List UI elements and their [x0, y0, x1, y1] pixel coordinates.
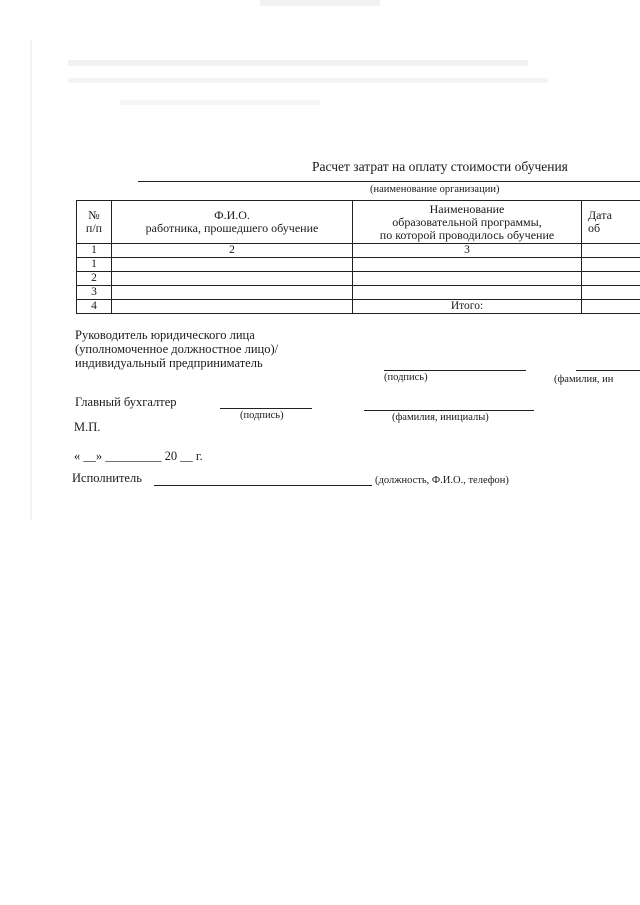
date-line: « __» _________ 20 __ г.	[74, 449, 203, 463]
table-row	[77, 272, 640, 286]
table-row-total	[77, 300, 640, 314]
head-title-line1: Руководитель юридического лица	[75, 328, 255, 342]
total-label: Итого:	[353, 300, 582, 314]
row-date	[582, 300, 640, 314]
executor-line	[154, 485, 372, 486]
table-header-row	[77, 201, 640, 244]
column-number: 2	[112, 244, 353, 258]
header-fio: Ф.И.О. работника, прошедшего обучение	[112, 201, 353, 244]
row-date	[582, 258, 640, 272]
row-fio	[112, 258, 353, 272]
header-num: № п/п	[77, 201, 112, 244]
row-num: 3	[77, 286, 112, 300]
bleed-through-mark	[260, 0, 380, 6]
document-title: Расчет затрат на оплату стоимости обучения	[312, 159, 568, 174]
head-title-line3: индивидуальный предприниматель	[75, 356, 263, 370]
seal-mark: М.П.	[74, 420, 101, 434]
head-name-caption: (фамилия, ин	[554, 374, 614, 385]
bleed-through-mark	[120, 100, 320, 105]
header-program: Наименование образовательной программы, по которой проводилось обучение	[353, 201, 582, 244]
accountant-name-caption: (фамилия, инициалы)	[392, 412, 489, 423]
accountant-label: Главный бухгалтер	[75, 395, 177, 409]
head-name-line	[576, 370, 640, 371]
table-row	[77, 258, 640, 272]
cost-table	[76, 200, 640, 314]
bleed-through-mark	[68, 60, 528, 66]
row-date	[582, 272, 640, 286]
row-fio	[112, 300, 353, 314]
row-fio	[112, 286, 353, 300]
org-name-caption: (наименование организации)	[370, 184, 500, 195]
accountant-signature-caption: (подпись)	[240, 410, 284, 421]
executor-caption: (должность, Ф.И.О., телефон)	[375, 475, 509, 486]
column-number: 1	[77, 244, 112, 258]
accountant-signature-line	[220, 408, 312, 409]
row-num: 1	[77, 258, 112, 272]
column-number: 3	[353, 244, 582, 258]
row-num: 2	[77, 272, 112, 286]
row-program	[353, 286, 582, 300]
row-program	[353, 272, 582, 286]
row-fio	[112, 272, 353, 286]
header-date: Дата об	[582, 201, 640, 244]
column-number-row	[77, 244, 640, 258]
row-date	[582, 286, 640, 300]
accountant-name-line	[364, 410, 534, 411]
row-program	[353, 258, 582, 272]
bleed-through-mark	[68, 78, 548, 83]
row-num: 4	[77, 300, 112, 314]
column-number	[582, 244, 640, 258]
bleed-through-mark	[30, 40, 32, 520]
head-title-line2: (уполномоченное должностное лицо)/	[75, 342, 279, 356]
org-name-line	[138, 181, 640, 182]
head-signature-caption: (подпись)	[384, 372, 428, 383]
head-signature-line	[384, 370, 526, 371]
table-row	[77, 286, 640, 300]
executor-label: Исполнитель	[72, 471, 142, 485]
